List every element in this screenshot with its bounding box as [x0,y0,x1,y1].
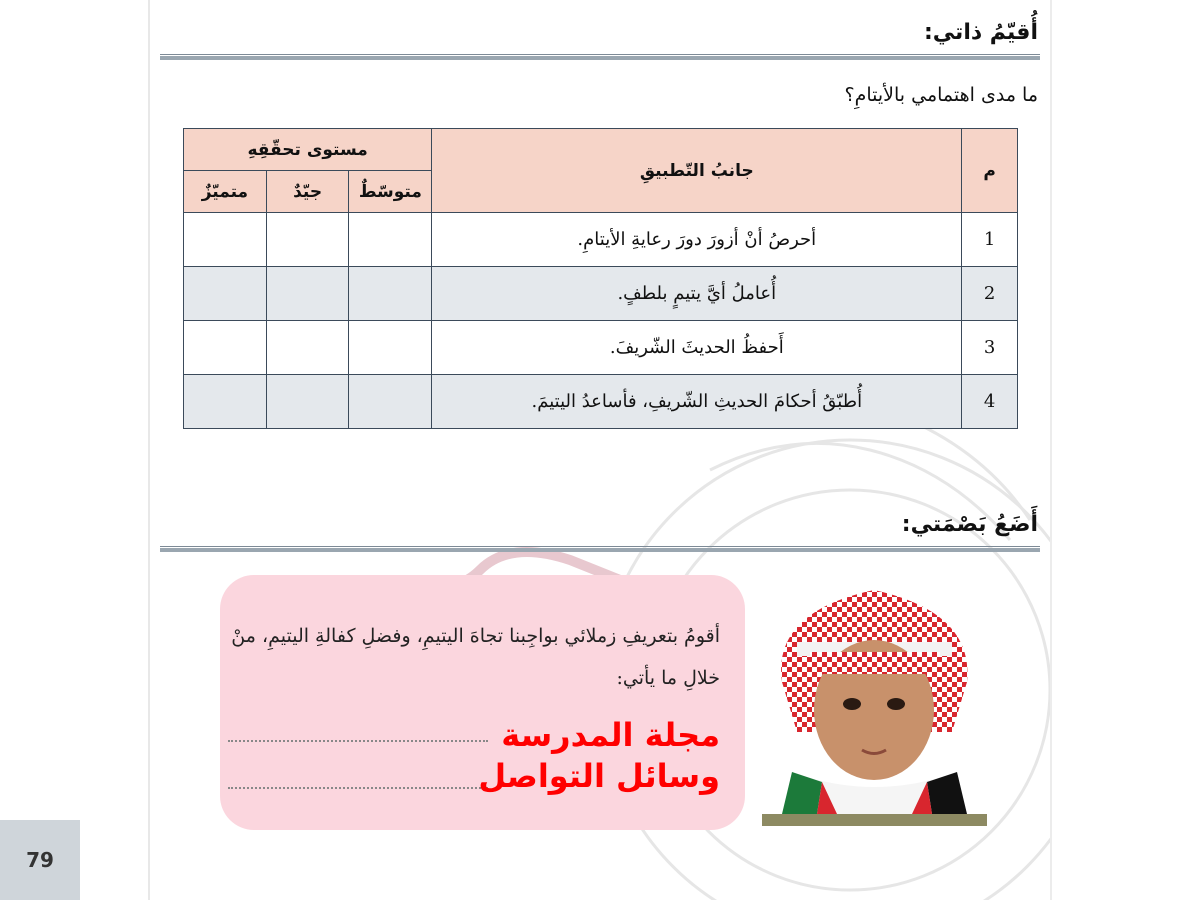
cell-average[interactable] [349,213,432,267]
answer-line-2 [228,787,488,789]
header-level-average: متوسّطٌ [349,171,432,213]
cell-excellent[interactable] [184,267,267,321]
answer-line-1 [228,740,488,742]
my-mark-heading: أَضَعُ بَصْمَتي: [901,512,1038,537]
cell-good[interactable] [266,267,349,321]
cell-average[interactable] [349,267,432,321]
boy-photo [762,582,987,814]
table-row [184,213,1018,267]
cell-good[interactable] [266,375,349,429]
cell-average[interactable] [349,375,432,429]
self-evaluation-heading: أُقيّمُ ذاتي: [924,20,1038,45]
cell-good[interactable] [266,321,349,375]
left-margin [0,0,150,900]
activity-paragraph: أقومُ بتعريفِ زملائي بواجِبنا تجاهَ اليتيمِ، وفضلِ كفالةِ اليتيمِ، منْ خلالِ ما يأتي: [231,625,720,689]
heading-rule [160,54,1040,60]
cell-average[interactable] [349,321,432,375]
header-aspect: جانبُ التّطبيقِ [432,129,962,213]
answer-text-2[interactable]: وسائل التواصل [478,757,720,795]
evaluation-table [183,128,1018,429]
page-number: 79 [0,820,80,900]
answer-text-1[interactable]: مجلة المدرسة [501,716,720,754]
header-number: م [962,129,1018,213]
self-evaluation-question: ما مدى اهتمامي بالأيتامِ؟ [844,84,1038,106]
cell-excellent[interactable] [184,213,267,267]
cell-good[interactable] [266,213,349,267]
textbook-page [150,0,1050,900]
table-row [184,267,1018,321]
cell-excellent[interactable] [184,375,267,429]
page-edge-right [1050,0,1052,900]
cell-excellent[interactable] [184,321,267,375]
row-number: 2 [962,267,1018,321]
table-row [184,375,1018,429]
row-number: 3 [962,321,1018,375]
row-number: 1 [962,213,1018,267]
row-aspect: أَحفظُ الحديثَ الشّريفَ. [432,321,962,375]
heading-rule [160,546,1040,552]
row-number: 4 [962,375,1018,429]
photo-base-bar [762,814,987,826]
row-aspect: أحرصُ أنْ أزورَ دورَ رعايةِ الأيتامِ. [432,213,962,267]
row-aspect: أُعاملُ أيَّ يتيمٍ بلطفٍ. [432,267,962,321]
header-level-good: جيّدٌ [266,171,349,213]
right-margin [1050,0,1200,900]
row-aspect: أُطبّقُ أحكامَ الحديثِ الشّريفِ، فأساعدُ اليتيمَ. [432,375,962,429]
header-level: مستوى تحقّقِهِ [184,129,432,171]
header-level-excellent: متميّزٌ [184,171,267,213]
table-row [184,321,1018,375]
